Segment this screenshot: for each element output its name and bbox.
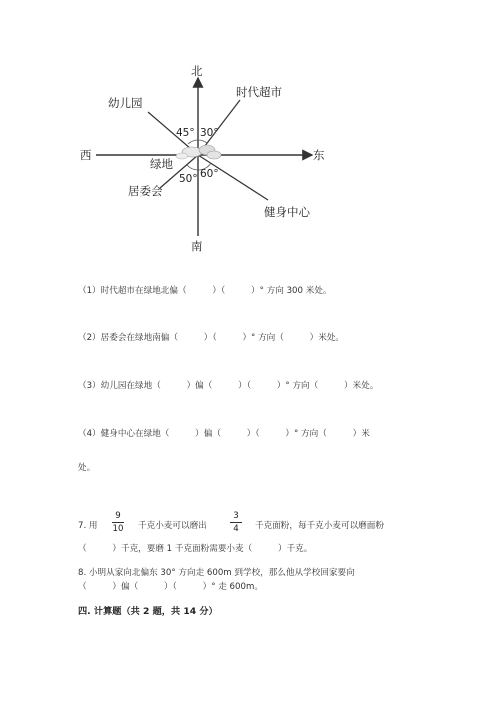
label-west: 西 (80, 148, 92, 162)
angle-arc-30 (198, 140, 207, 143)
label-north: 北 (191, 64, 203, 78)
question-8-line2: （ ）偏（ ）（ ）° 走 600m。 (78, 582, 263, 592)
fraction-denominator: 10 (112, 524, 124, 534)
label-east: 东 (313, 148, 325, 162)
label-angle-45: 45° (176, 127, 195, 139)
label-green-land: 绿地 (150, 157, 173, 171)
fraction-numerator: 9 (115, 511, 121, 521)
label-angle-50: 50° (179, 173, 198, 185)
angle-arc-50 (187, 165, 198, 170)
label-fitness-center: 健身中心 (264, 205, 310, 219)
question-4: （4）健身中心在绿地（ ）偏（ ）（ ）° 方向（ ）米 (78, 429, 370, 439)
label-angle-30: 30° (200, 127, 219, 139)
direction-diagram (0, 0, 500, 270)
fraction-3-4 (228, 510, 244, 535)
label-kindergarten: 幼儿园 (108, 96, 143, 110)
question-4-continued: 处。 (78, 463, 96, 473)
label-shidai-supermarket: 时代超市 (236, 85, 282, 99)
fraction-denominator: 4 (233, 524, 239, 534)
label-angle-60: 60° (200, 168, 219, 180)
question-1: （1）时代超市在绿地北偏（ ）（ ）° 方向 300 米处。 (78, 286, 332, 296)
angle-arc-45 (188, 140, 198, 144)
question-7-line2: （ ）千克，要磨 1 千克面粉需要小麦（ ）千克。 (78, 544, 313, 554)
question-2: （2）居委会在绿地南偏（ ）（ ）° 方向（ ）米处。 (78, 333, 345, 343)
section-heading: 四. 计算题（共 2 题，共 14 分） (78, 606, 218, 617)
question-3: （3）幼儿园在绿地（ ）偏（ ）（ ）° 方向（ ）米处。 (78, 381, 379, 391)
label-south: 南 (191, 239, 203, 253)
fraction-9-10 (110, 510, 126, 535)
fraction-numerator: 3 (233, 511, 239, 521)
label-residents-committee: 居委会 (128, 184, 163, 198)
question-7-mid: 千克小麦可以磨出 (138, 521, 207, 531)
question-7-start: 7. 用 (78, 521, 98, 531)
question-7-end: 千克面粉，每千克小麦可以磨面粉 (255, 521, 384, 531)
question-8-line1: 8. 小明从家向北偏东 30° 方向走 600m 到学校，那么他从学校回家要向 (78, 568, 355, 578)
